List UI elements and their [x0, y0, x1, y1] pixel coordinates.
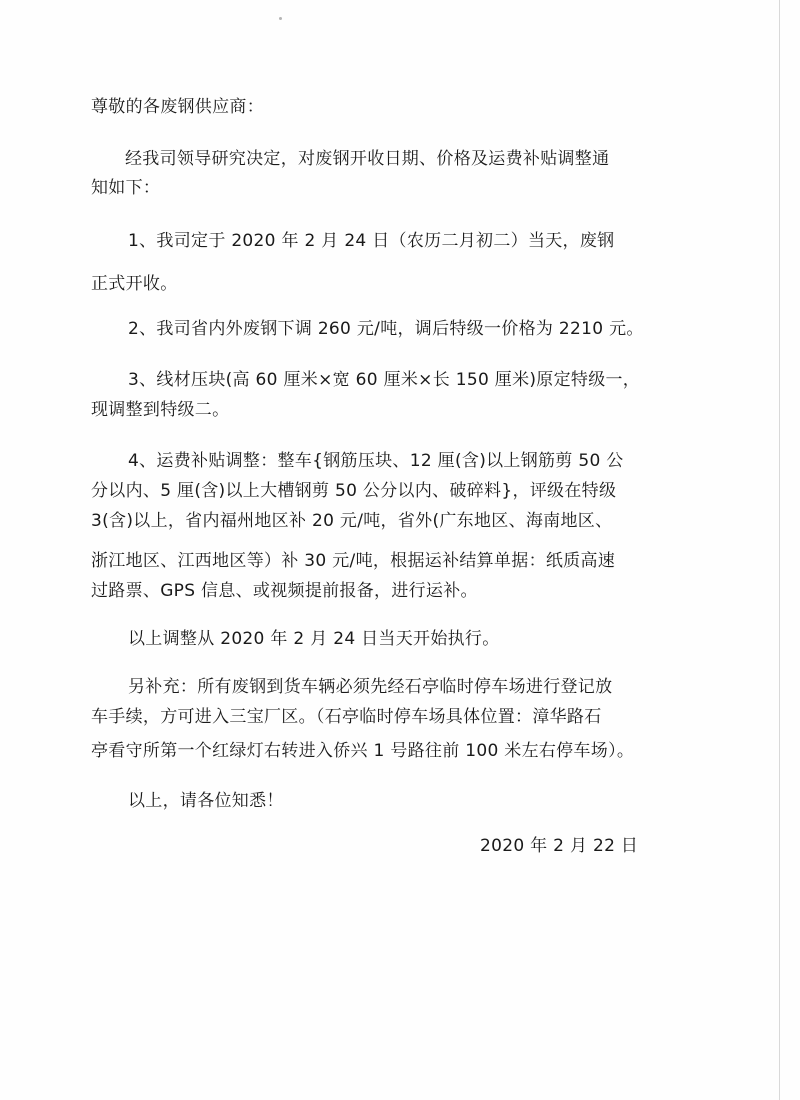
closing-remark: 以上，请各位知悉！: [128, 791, 284, 811]
scan-dot: [279, 17, 282, 20]
intro-line-2: 知如下：: [91, 178, 161, 198]
item-3-line-1: 3、线材压块(高 60 厘米×宽 60 厘米×长 150 厘米)原定特级一，: [128, 370, 641, 390]
intro-line-1: 经我司领导研究决定，对废钢开收日期、价格及运费补贴调整通: [125, 149, 610, 169]
page-edge-line: [779, 0, 780, 1100]
item-4-line-1: 4、运费补贴调整：整车{钢筋压块、12 厘(含)以上钢筋剪 50 公: [128, 451, 624, 471]
item-4-line-4: 浙江地区、江西地区等）补 30 元/吨，根据运补结算单据：纸质高速: [91, 551, 616, 571]
item-3-line-2: 现调整到特级二。: [91, 400, 230, 420]
supplement-line-1: 另补充：所有废钢到货车辆必须先经石亭临时停车场进行登记放: [128, 677, 613, 697]
effective-date-note: 以上调整从 2020 年 2 月 24 日当天开始执行。: [128, 629, 500, 649]
supplement-line-3: 亭看守所第一个红绿灯右转进入侨兴 1 号路往前 100 米左右停车场）。: [91, 741, 635, 761]
item-4-line-2: 分以内、5 厘(含)以上大槽钢剪 50 公分以内、破碎料}，评级在特级: [91, 481, 617, 501]
item-1-line-2: 正式开收。: [91, 274, 178, 294]
item-4-line-3: 3(含)以上，省内福州地区补 20 元/吨，省外(广东地区、海南地区、: [91, 511, 613, 531]
item-1-line-1: 1、我司定于 2020 年 2 月 24 日（农历二月初二）当天，废钢: [128, 231, 615, 251]
document-date: 2020 年 2 月 22 日: [480, 836, 639, 856]
item-2: 2、我司省内外废钢下调 260 元/吨，调后特级一价格为 2210 元。: [128, 319, 644, 339]
item-4-line-5: 过路票、GPS 信息、或视频提前报备，进行运补。: [91, 581, 478, 601]
supplement-line-2: 车手续，方可进入三宝厂区。（石亭临时停车场具体位置：漳华路石: [91, 707, 602, 727]
greeting: 尊敬的各废钢供应商：: [91, 97, 264, 117]
